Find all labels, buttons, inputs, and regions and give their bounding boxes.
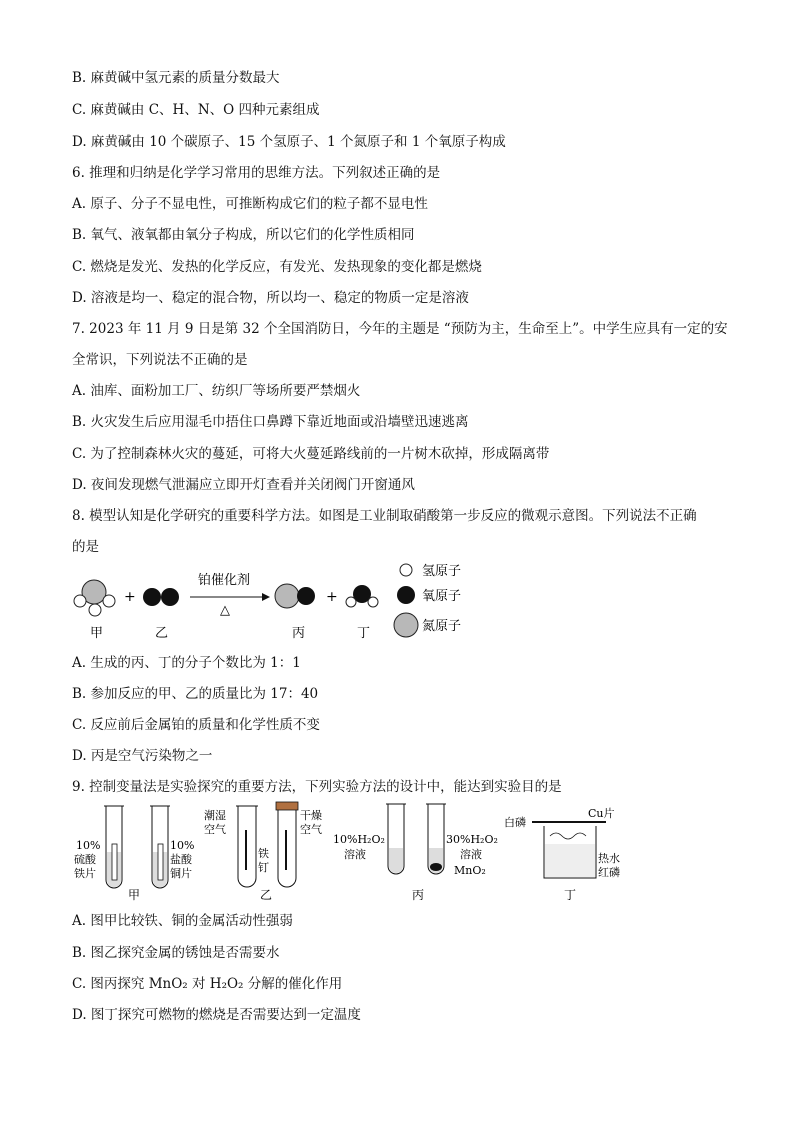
yi-dry-1: 干燥	[300, 809, 322, 822]
q6-option-c: C. 燃烧是发光、发热的化学反应，有发光、发热现象的变化都是燃烧	[72, 259, 482, 275]
jia-left-percent: 10%	[76, 839, 101, 852]
q5-option-c: C. 麻黄碱由 C、H、N、O 四种元素组成	[72, 102, 320, 118]
reaction-diagram	[66, 558, 486, 644]
stopper-icon	[276, 802, 298, 810]
q6-option-d: D. 溶液是均一、稳定的混合物，所以均一、稳定的物质一定是溶液	[72, 290, 469, 306]
ding-white-p: 白磷	[504, 816, 526, 829]
label-jia: 甲	[90, 626, 104, 641]
q8-stem-line1: 8. 模型认知是化学研究的重要科学方法。如图是工业制取硝酸第一步反应的微观示意图。下列说法不正确	[72, 508, 697, 524]
label-ding: 丁	[564, 888, 577, 902]
q8-option-c: C. 反应前后金属铂的质量和化学性质不变	[72, 717, 320, 733]
q9-option-c: C. 图丙探究 MnO₂ 对 H₂O₂ 分解的催化作用	[72, 976, 343, 992]
bing-mno2: MnO₂	[454, 864, 486, 877]
q5-option-d: D. 麻黄碱由 10 个碳原子、15 个氢原子、1 个氮原子和 1 个氧原子构成	[72, 134, 506, 150]
q8-option-d: D. 丙是空气污染物之一	[72, 748, 213, 764]
experiment-diagram	[66, 800, 656, 905]
jia-right-metal: 铜片	[170, 867, 192, 880]
heat-symbol: △	[220, 603, 230, 618]
q6-stem: 6. 推理和归纳是化学学习常用的思维方法。下列叙述正确的是	[72, 165, 441, 181]
q9-option-d: D. 图丁探究可燃物的燃烧是否需要达到一定温度	[72, 1007, 361, 1023]
q8-stem-line2: 的是	[72, 539, 99, 555]
bing-right-2: 溶液	[460, 848, 482, 861]
arrow-head-icon	[262, 593, 270, 601]
q7-option-d: D. 夜间发现燃气泄漏应立即开灯查看并关闭阀门开窗通风	[72, 477, 415, 493]
molecule-ding	[346, 585, 378, 607]
legend	[394, 564, 461, 637]
experiment-bing	[333, 804, 498, 902]
catalyst-label: 铂催化剂	[198, 573, 251, 588]
bing-left-2: 溶液	[344, 848, 366, 861]
yi-wet-2: 空气	[204, 823, 226, 836]
yi-wet-1: 潮湿	[204, 809, 226, 822]
legend-nitrogen: 氮原子	[422, 619, 462, 634]
q7-option-b: B. 火灾发生后应用湿毛巾捂住口鼻蹲下靠近地面或沿墙壁迅速逃离	[72, 414, 469, 430]
q7-stem-line2: 全常识，下列说法不正确的是	[72, 352, 248, 368]
hydrogen-atom-icon	[400, 564, 412, 576]
jia-left-acid: 硫酸	[74, 853, 96, 866]
jia-right-percent: 10%	[170, 839, 195, 852]
q9-stem: 9. 控制变量法是实验探究的重要方法，下列实验方法的设计中，能达到实验目的是	[72, 779, 562, 795]
ding-hot-water: 热水	[598, 852, 620, 865]
experiment-jia	[74, 806, 194, 902]
ding-cu: Cu片	[588, 807, 615, 820]
ding-red-p: 红磷	[598, 866, 620, 879]
molecule-jia	[74, 580, 115, 616]
q8-option-a: A. 生成的丙、丁的分子个数比为 1：1	[72, 655, 301, 671]
plus-sign-2: +	[326, 589, 338, 605]
yi-nail-1: 铁	[258, 847, 269, 860]
label-bing: 丙	[292, 626, 306, 641]
q9-option-a: A. 图甲比较铁、铜的金属活动性强弱	[72, 913, 293, 929]
q9-option-b: B. 图乙探究金属的锈蚀是否需要水	[72, 945, 280, 961]
label-yi: 乙	[155, 626, 169, 641]
experiment-ding	[504, 806, 620, 902]
legend-oxygen: 氧原子	[422, 589, 462, 604]
yi-nail-2: 钉	[258, 861, 269, 874]
oxygen-atom-icon	[397, 586, 415, 604]
legend-hydrogen: 氢原子	[422, 564, 462, 579]
label-bing: 丙	[412, 888, 425, 902]
molecule-bing	[275, 584, 315, 608]
nitrogen-atom-icon	[394, 613, 418, 637]
q5-option-b: B. 麻黄碱中氢元素的质量分数最大	[72, 70, 280, 86]
plus-sign-1: +	[124, 589, 136, 605]
label-yi: 乙	[260, 888, 273, 902]
jia-right-acid: 盐酸	[170, 853, 192, 866]
q6-option-a: A. 原子、分子不显电性，可推断构成它们的粒子都不显电性	[72, 196, 428, 212]
experiment-yi	[204, 802, 322, 902]
jia-left-metal: 铁片	[74, 867, 96, 880]
q6-option-b: B. 氧气、液氧都由氧分子构成，所以它们的化学性质相同	[72, 227, 415, 243]
q7-option-a: A. 油库、面粉加工厂、纺织厂等场所要严禁烟火	[72, 383, 361, 399]
mno2-powder-icon	[430, 863, 442, 871]
label-ding: 丁	[357, 626, 371, 641]
bing-right-1: 30%H₂O₂	[446, 833, 498, 846]
yi-dry-2: 空气	[300, 823, 322, 836]
bing-left-1: 10%H₂O₂	[333, 833, 385, 846]
q8-option-b: B. 参加反应的甲、乙的质量比为 17：40	[72, 686, 319, 702]
label-jia: 甲	[128, 888, 141, 902]
molecule-yi	[143, 588, 179, 606]
q7-option-c: C. 为了控制森林火灾的蔓延，可将大火蔓延路线前的一片树木砍掉，形成隔离带	[72, 446, 550, 462]
q7-stem-line1: 7. 2023 年 11 月 9 日是第 32 个全国消防日，今年的主题是 “预防为主，生命至上”。中学生应具有一定的安	[72, 321, 728, 337]
